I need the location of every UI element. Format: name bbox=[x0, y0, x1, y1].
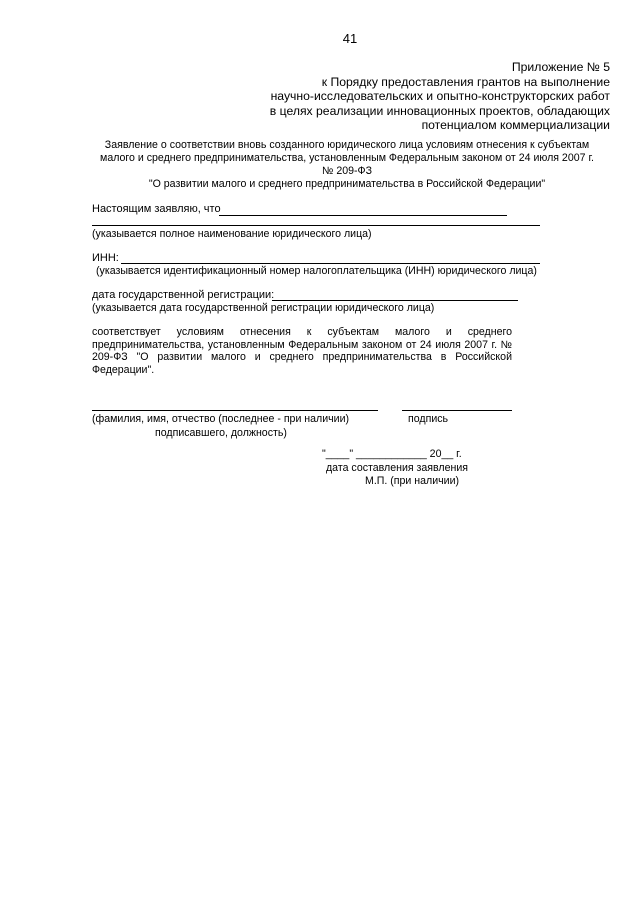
conformity-statement: соответствует условиям отнесения к субъектам малого и среднего предпринимательства, установленным Федеральным законом от 24 июля 2007 г. № 209-ФЗ "О развитии малого и среднего предпринимательства в Российской Федерации". bbox=[92, 326, 512, 376]
inn-label: ИНН: bbox=[92, 252, 119, 264]
full-name-hint-continued: подписавшего, должность) bbox=[155, 427, 287, 439]
reg-date-hint: (указывается дата государственной регистрации юридического лица) bbox=[92, 302, 435, 314]
appendix-line: в целях реализации инновационных проектов, обладающих bbox=[269, 103, 610, 118]
signature-hint: подпись bbox=[408, 413, 449, 425]
legal-name-hint: (указывается полное наименование юридического лица) bbox=[92, 228, 372, 240]
document-title-line: Заявление о соответствии вновь созданного юридического лица условиям отнесения к субъектам bbox=[104, 139, 590, 151]
legal-name-field-continuation[interactable] bbox=[92, 225, 540, 226]
page-number: 41 bbox=[342, 31, 358, 46]
full-name-field[interactable] bbox=[92, 410, 378, 411]
application-date-hint: дата составления заявления bbox=[326, 462, 468, 474]
signature-field[interactable] bbox=[402, 410, 512, 411]
appendix-line: к Порядку предоставления грантов на выполнение bbox=[321, 74, 610, 89]
declare-label: Настоящим заявляю, что bbox=[92, 203, 221, 215]
appendix-line: потенциалом коммерциализации bbox=[421, 118, 610, 133]
appendix-line: научно-исследовательских и опытно-конструкторских работ bbox=[270, 89, 610, 104]
inn-field[interactable] bbox=[121, 263, 540, 264]
legal-name-field[interactable] bbox=[219, 215, 507, 216]
application-date-field[interactable]: "____" ____________ 20__ г. bbox=[322, 448, 462, 460]
document-title-line: малого и среднего предпринимательства, установленным Федеральным законом от 24 июля 2007 г. bbox=[100, 152, 594, 164]
document-title-line: "О развитии малого и среднего предпринимательства в Российской Федерации" bbox=[148, 178, 546, 190]
document-title-line: № 209-ФЗ bbox=[322, 165, 372, 177]
appendix-number: Приложение № 5 bbox=[511, 60, 610, 74]
reg-date-label: дата государственной регистрации: bbox=[92, 289, 275, 301]
reg-date-field[interactable] bbox=[272, 300, 518, 301]
stamp-label: М.П. (при наличии) bbox=[365, 475, 460, 487]
inn-hint: (указывается идентификационный номер налогоплательщика (ИНН) юридического лица) bbox=[96, 265, 537, 277]
full-name-hint: (фамилия, имя, отчество (последнее - при наличии) bbox=[92, 413, 350, 425]
